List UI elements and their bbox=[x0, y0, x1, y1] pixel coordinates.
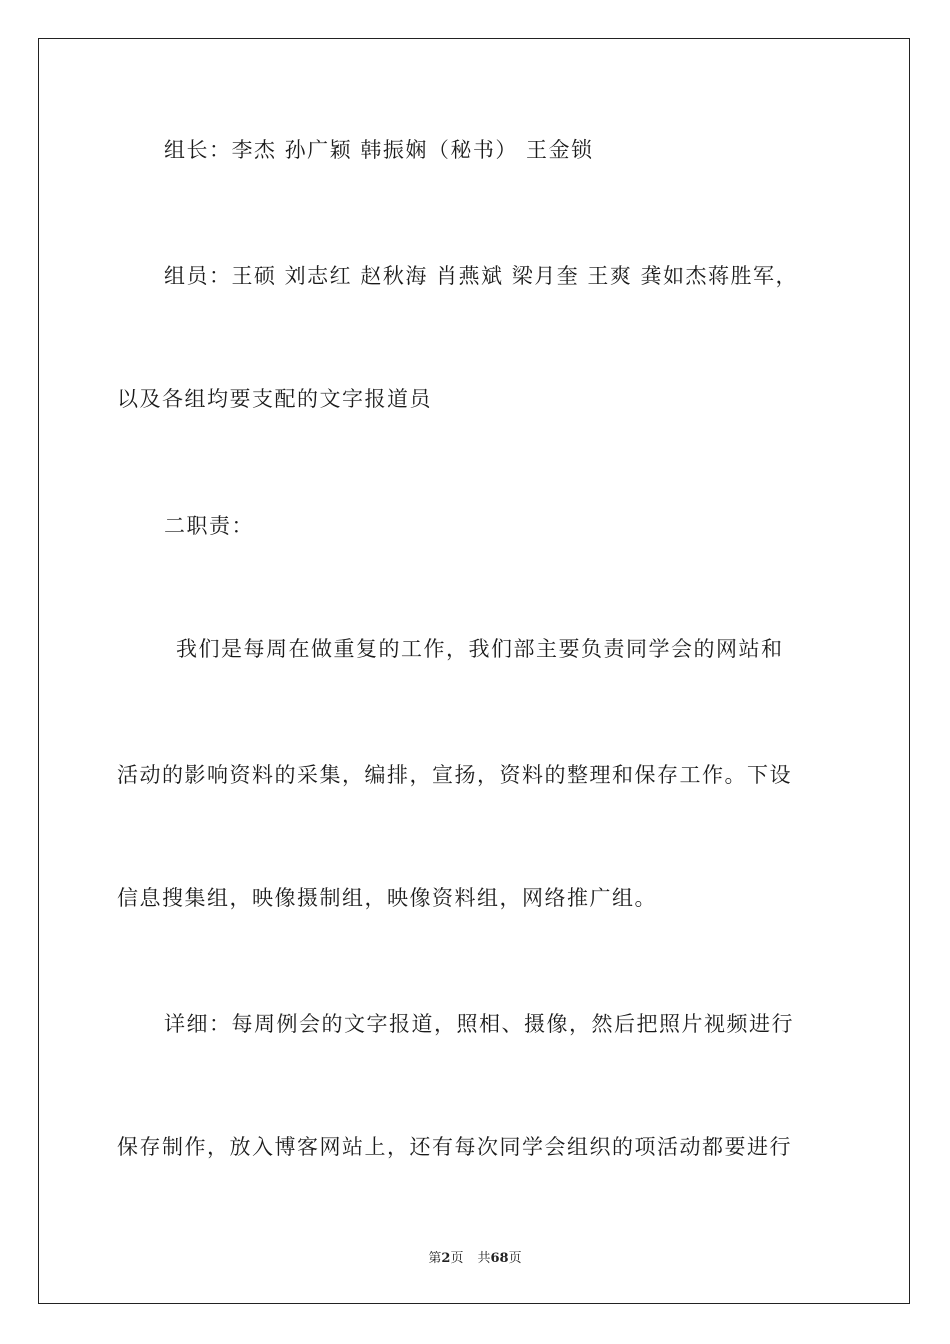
page-footer bbox=[0, 1247, 950, 1266]
footer-total-prefix: 共 bbox=[477, 1251, 491, 1266]
duties-paragraph-line-2: 活动的影响资料的采集，编排，宣扬，资料的整理和保存工作。下设 bbox=[117, 763, 792, 787]
footer-page-number: 2 bbox=[441, 1251, 451, 1266]
page-border bbox=[38, 38, 910, 1304]
footer-page-prefix: 第 bbox=[428, 1251, 442, 1266]
duties-paragraph-line-1: 我们是每周在做重复的工作，我们部主要负责同学会的网站和 bbox=[176, 637, 784, 661]
team-leaders-line: 组长：李杰 孙广颖 韩振娴（秘书） 王金锁 bbox=[164, 138, 594, 162]
team-members-continued-line: 以及各组均要支配的文字报道员 bbox=[117, 387, 432, 411]
details-paragraph-line-2: 保存制作，放入博客网站上，还有每次同学会组织的项活动都要进行 bbox=[117, 1135, 792, 1159]
duties-paragraph-line-3: 信息搜集组，映像摄制组，映像资料组，网络推广组。 bbox=[117, 886, 657, 910]
details-paragraph-line-1: 详细：每周例会的文字报道，照相、摄像，然后把照片视频进行 bbox=[164, 1012, 794, 1036]
section-heading-duties: 二职责： bbox=[164, 514, 254, 538]
footer-total-pages: 68 bbox=[490, 1251, 509, 1266]
footer-page-suffix: 页 bbox=[450, 1251, 464, 1266]
team-members-line: 组员：王硕 刘志红 赵秋海 肖燕斌 梁月奎 王爽 龚如杰蒋胜军， bbox=[164, 264, 799, 288]
footer-total-suffix: 页 bbox=[508, 1251, 522, 1266]
